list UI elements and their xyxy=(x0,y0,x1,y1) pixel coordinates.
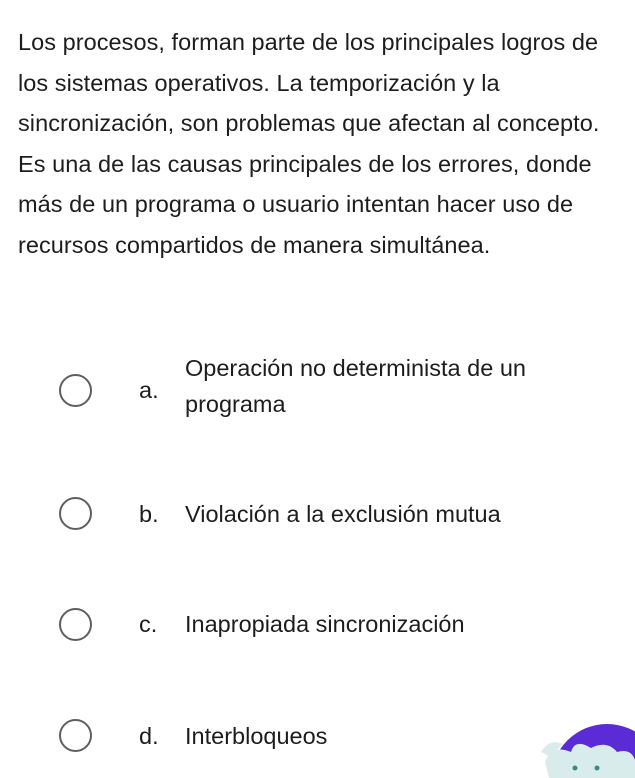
option-c-letter: c. xyxy=(139,611,158,637)
option-b-label: Violación a la exclusión mutua xyxy=(185,501,501,527)
radio-option-d[interactable] xyxy=(59,719,92,752)
option-a-letter: a. xyxy=(139,377,159,403)
radio-option-c[interactable] xyxy=(59,608,92,641)
option-a[interactable] xyxy=(0,346,635,446)
mascot-icon xyxy=(535,718,635,778)
question-text: Los procesos, forman parte de los principales logros de los sistemas operativos. La temporización y la sincronización, son problemas que afectan al concepto. Es una de las causas principales de los errores, donde más de un programa o usuario intentan hacer uso de recursos compartidos de manera simultánea. xyxy=(18,29,600,258)
option-d-label: Interbloqueos xyxy=(185,723,328,749)
option-b[interactable] xyxy=(0,480,635,580)
option-b-letter: b. xyxy=(139,501,159,527)
option-d-letter: d. xyxy=(139,723,159,749)
option-a-label: Operación no determinista de un programa xyxy=(185,355,526,417)
radio-option-b[interactable] xyxy=(59,497,92,530)
option-c-label: Inapropiada sincronización xyxy=(185,611,465,637)
radio-option-a[interactable] xyxy=(59,374,92,407)
option-c[interactable] xyxy=(0,591,635,691)
